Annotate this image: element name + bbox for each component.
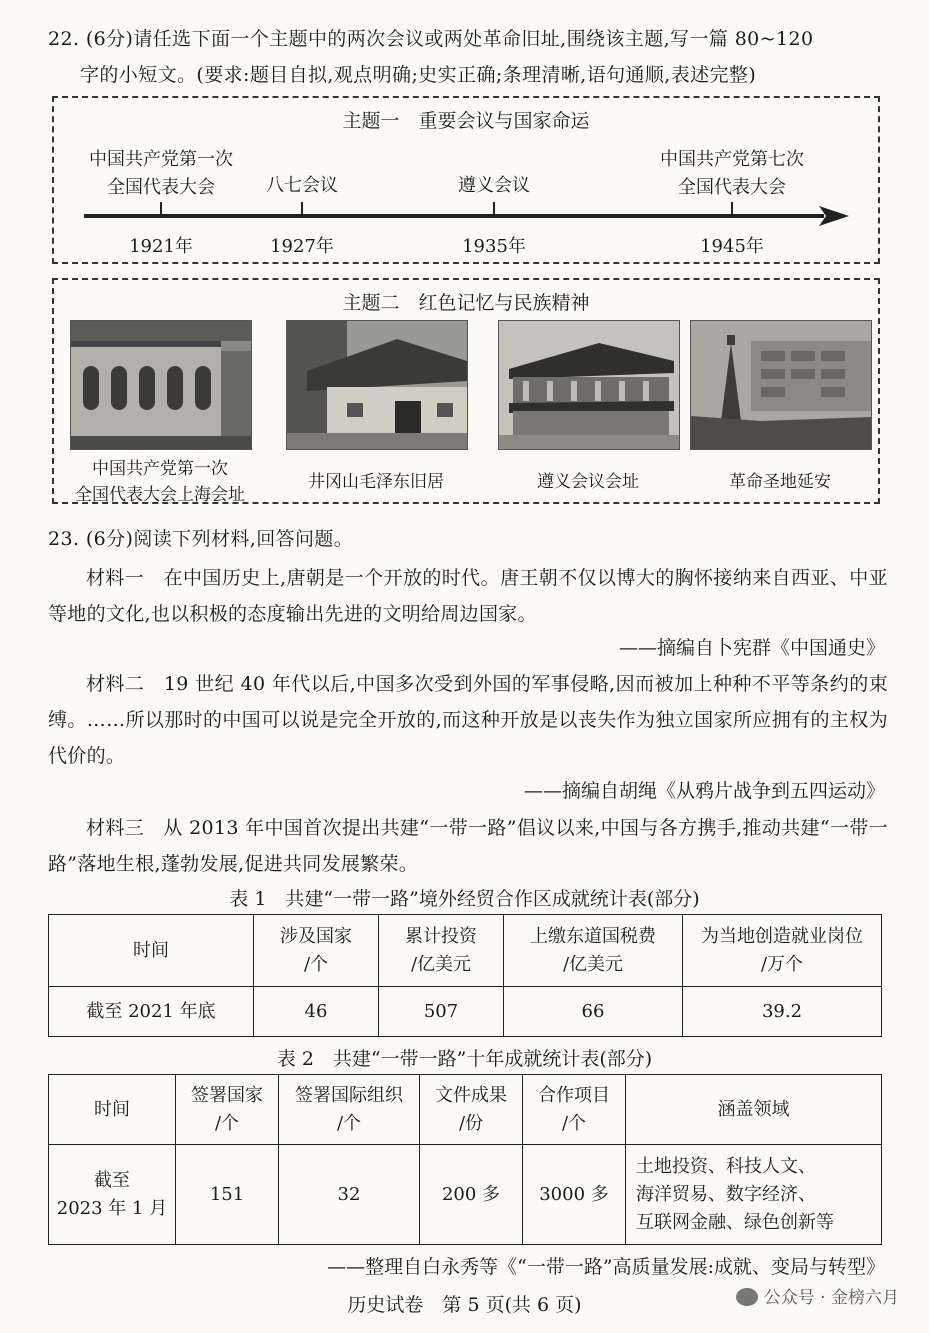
theme2-title: 主题二 红色记忆与民族精神 (342, 292, 590, 314)
photo-yanan (690, 320, 872, 450)
table2-cell: 3000 多 (523, 1145, 626, 1245)
timeline-arrow (84, 204, 854, 228)
material-2-source: ——摘编自胡绳《从鸦片战争到五四运动》 (523, 780, 885, 802)
table2-cell: 200 多 (420, 1145, 523, 1245)
material-3: 材料三 从 2013 年中国首次提出共建“一带一路”倡议以来,中国与各方携手,推动共建“一带一路”落地生根,蓬勃发展,促进共同发展繁荣。 (48, 817, 888, 875)
table1-cell: 66 (504, 987, 683, 1037)
photo-caption: 中国共产党第一次 全国代表大会上海会址 (75, 459, 245, 505)
table2-caption: 表 2 共建“一带一路”十年成就统计表(部分) (276, 1048, 653, 1070)
q23-intro: 23. (6分)阅读下列材料,回答问题。 (48, 528, 354, 550)
table1-header: 累计投资 /亿美元 (379, 915, 504, 987)
table1-header: 上缴东道国税费 /亿美元 (504, 915, 683, 987)
photo-caption: 革命圣地延安 (729, 472, 831, 492)
table2-header: 文件成果 /份 (420, 1075, 523, 1145)
timeline-event-label: 八七会议 (266, 175, 338, 196)
table1-cell: 46 (254, 987, 379, 1037)
watermark: 公众号 · 金榜六月 (736, 1283, 899, 1308)
timeline-tick (160, 202, 162, 216)
table2-cell: 32 (279, 1145, 420, 1245)
photo-shanghai-site (70, 320, 252, 450)
q22-line1: 22. (6分)请任选下面一个主题中的两次会议或两处革命旧址,围绕该主题,写一篇 80~120 (48, 28, 814, 50)
timeline-year: 1935年 (462, 236, 526, 257)
photo-caption: 井冈山毛泽东旧居 (308, 472, 444, 492)
table1-header: 涉及国家 /个 (254, 915, 379, 987)
table1-cell: 39.2 (683, 987, 882, 1037)
q22-line2: 字的小短文。(要求:题目自拟,观点明确;史实正确;条理清晰,语句通顺,表述完整) (80, 64, 757, 86)
timeline-year: 1921年 (129, 236, 193, 257)
table2 (48, 1074, 882, 1245)
table1 (48, 914, 882, 1037)
theme2-box (52, 278, 880, 504)
photo-caption: 遵义会议会址 (537, 472, 639, 492)
timeline-year: 1945年 (700, 236, 764, 257)
table2-cell-time: 截至 2023 年 1 月 (49, 1145, 176, 1245)
page-footer: 历史试卷 第 5 页(共 6 页) (347, 1294, 582, 1316)
table2-header: 涵盖领域 (626, 1075, 882, 1145)
theme1-title: 主题一 重要会议与国家命运 (342, 110, 590, 132)
table2-header: 签署国家 /个 (176, 1075, 279, 1145)
timeline-tick (493, 202, 495, 216)
table1-caption: 表 1 共建“一带一路”境外经贸合作区成就统计表(部分) (229, 888, 700, 910)
table2-header: 签署国际组织 /个 (279, 1075, 420, 1145)
table1-header-time: 时间 (49, 915, 254, 987)
table2-source: ——整理自白永秀等《“一带一路”高质量发展:成就、变局与转型》 (327, 1256, 885, 1278)
table1-header: 为当地创造就业岗位 /万个 (683, 915, 882, 987)
timeline-tick (301, 202, 303, 216)
timeline-event-label: 中国共产党第七次 全国代表大会 (660, 149, 804, 198)
table1-cell: 截至 2021 年底 (49, 987, 254, 1037)
timeline-event-label: 中国共产党第一次 全国代表大会 (89, 149, 233, 198)
timeline-year: 1927年 (270, 236, 334, 257)
table2-header: 合作项目 /个 (523, 1075, 626, 1145)
material-2: 材料二 19 世纪 40 年代以后,中国多次受到外国的军事侵略,因而被加上种种不平等条约的束缚。……所以那时的中国可以说是完全开放的,而这种开放是以丧失作为独立国家所应拥有的主权为代价的。 (48, 673, 888, 767)
photo-jinggangshan-residence (286, 320, 468, 450)
timeline-tick (731, 202, 733, 216)
photo-zunyi-site (498, 320, 680, 450)
material-1: 材料一 在中国历史上,唐朝是一个开放的时代。唐王朝不仅以博大的胸怀接纳来自西亚、中亚等地的文化,也以积极的态度输出先进的文明给周边国家。 (48, 567, 888, 625)
table2-cell-fields: 土地投资、科技人文、 海洋贸易、数字经济、 互联网金融、绿色创新等 (626, 1145, 882, 1245)
table1-cell: 507 (379, 987, 504, 1037)
material-1-source: ——摘编自卜宪群《中国通史》 (618, 637, 885, 659)
wechat-icon (736, 1288, 758, 1306)
table2-header-time: 时间 (49, 1075, 176, 1145)
table2-cell: 151 (176, 1145, 279, 1245)
table-row (49, 1145, 882, 1245)
theme1-box (52, 96, 880, 264)
timeline-event-label: 遵义会议 (458, 175, 530, 196)
table-row (49, 987, 882, 1037)
